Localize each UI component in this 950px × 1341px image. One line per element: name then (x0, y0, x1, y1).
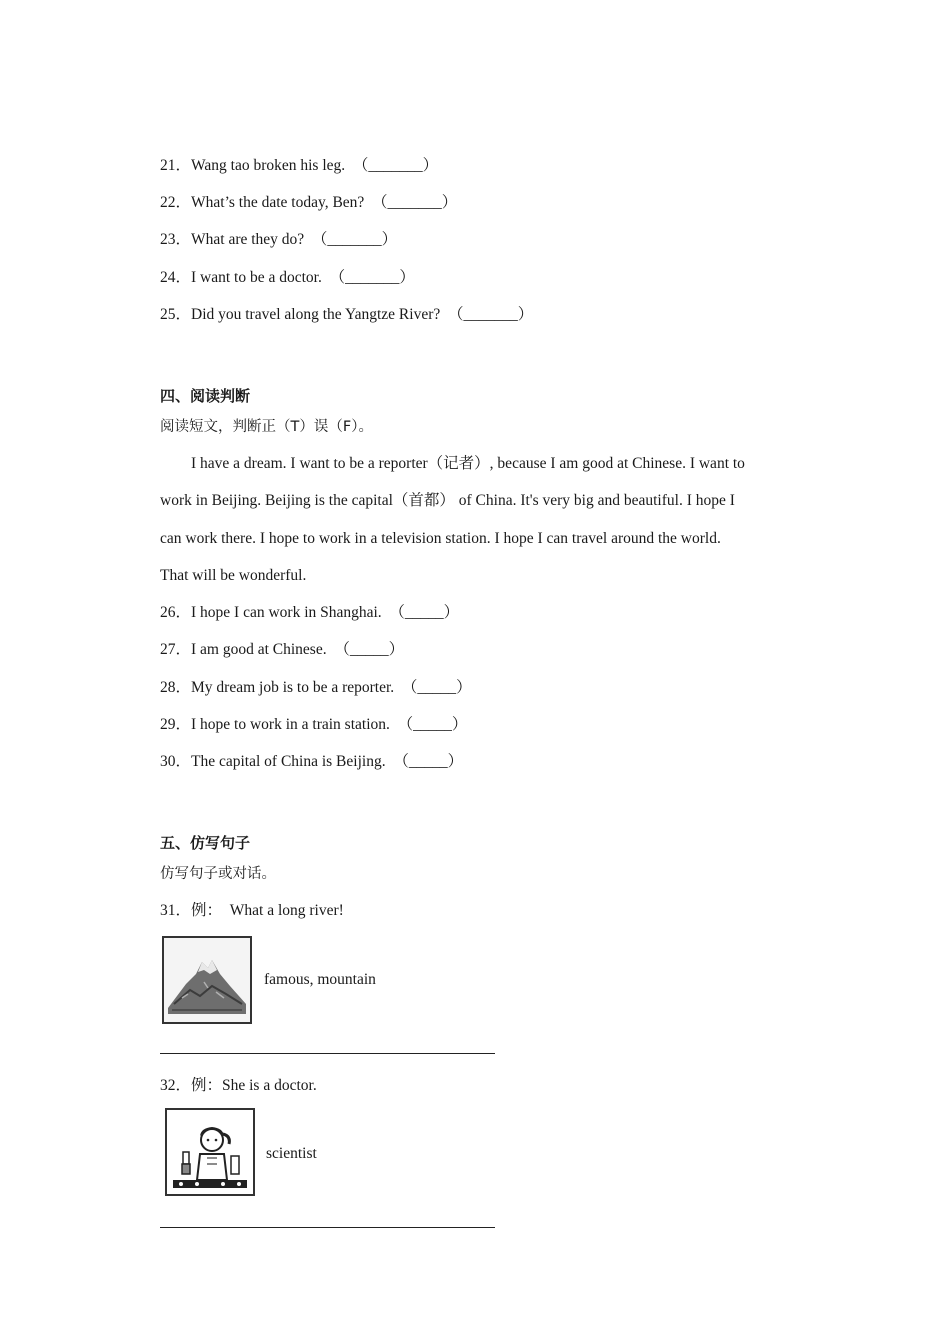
question-30: 30．The capital of China is Beijing. （_____） (160, 753, 464, 770)
question-31-cue: famous, mountain (264, 971, 376, 988)
passage-line: work in Beijing. Beijing is the capital（首都） of China. It's very big and beautiful. I hope I (160, 492, 735, 509)
question-32-prompt: 32．例：She is a doctor. (160, 1077, 317, 1094)
section4-instruction: 阅读短文，判断正（T）误（F）。 (160, 419, 373, 435)
passage-line: can work there. I hope to work in a television station. I hope I can travel around the world. (160, 530, 721, 547)
question-27: 27．I am good at Chinese. （_____） (160, 641, 405, 658)
question-23: 23．What are they do? （_______） (160, 231, 398, 248)
mountain-icon (164, 938, 250, 1022)
scientist-icon (167, 1110, 253, 1194)
question-22: 22．What’s the date today, Ben? （_______） (160, 194, 458, 211)
question-21: 21．Wang tao broken his leg. （_______） (160, 157, 439, 174)
section5-instruction: 仿写句子或对话。 (160, 866, 276, 882)
section4-heading: 四、阅读判断 (160, 387, 251, 405)
question-29: 29．I hope to work in a train station. （_____） (160, 716, 468, 733)
question-31-prompt: 31．例： What a long river! (160, 902, 344, 919)
passage-line: That will be wonderful. (160, 567, 307, 584)
answer-line-32[interactable] (160, 1227, 495, 1228)
passage-line: I have a dream. I want to be a reporter（记者）, because I am good at Chinese. I want to (160, 455, 745, 472)
question-24: 24．I want to be a doctor. （_______） (160, 269, 415, 286)
question-28: 28．My dream job is to be a reporter. （_____） (160, 679, 472, 696)
question-26: 26．I hope I can work in Shanghai. （_____） (160, 604, 460, 621)
answer-line-31[interactable] (160, 1053, 495, 1054)
section5-heading: 五、仿写句子 (160, 834, 251, 852)
question-32-cue: scientist (266, 1145, 317, 1162)
question-25: 25．Did you travel along the Yangtze River? （_______） (160, 306, 534, 323)
mountain-picture (162, 936, 252, 1024)
scientist-picture (165, 1108, 255, 1196)
